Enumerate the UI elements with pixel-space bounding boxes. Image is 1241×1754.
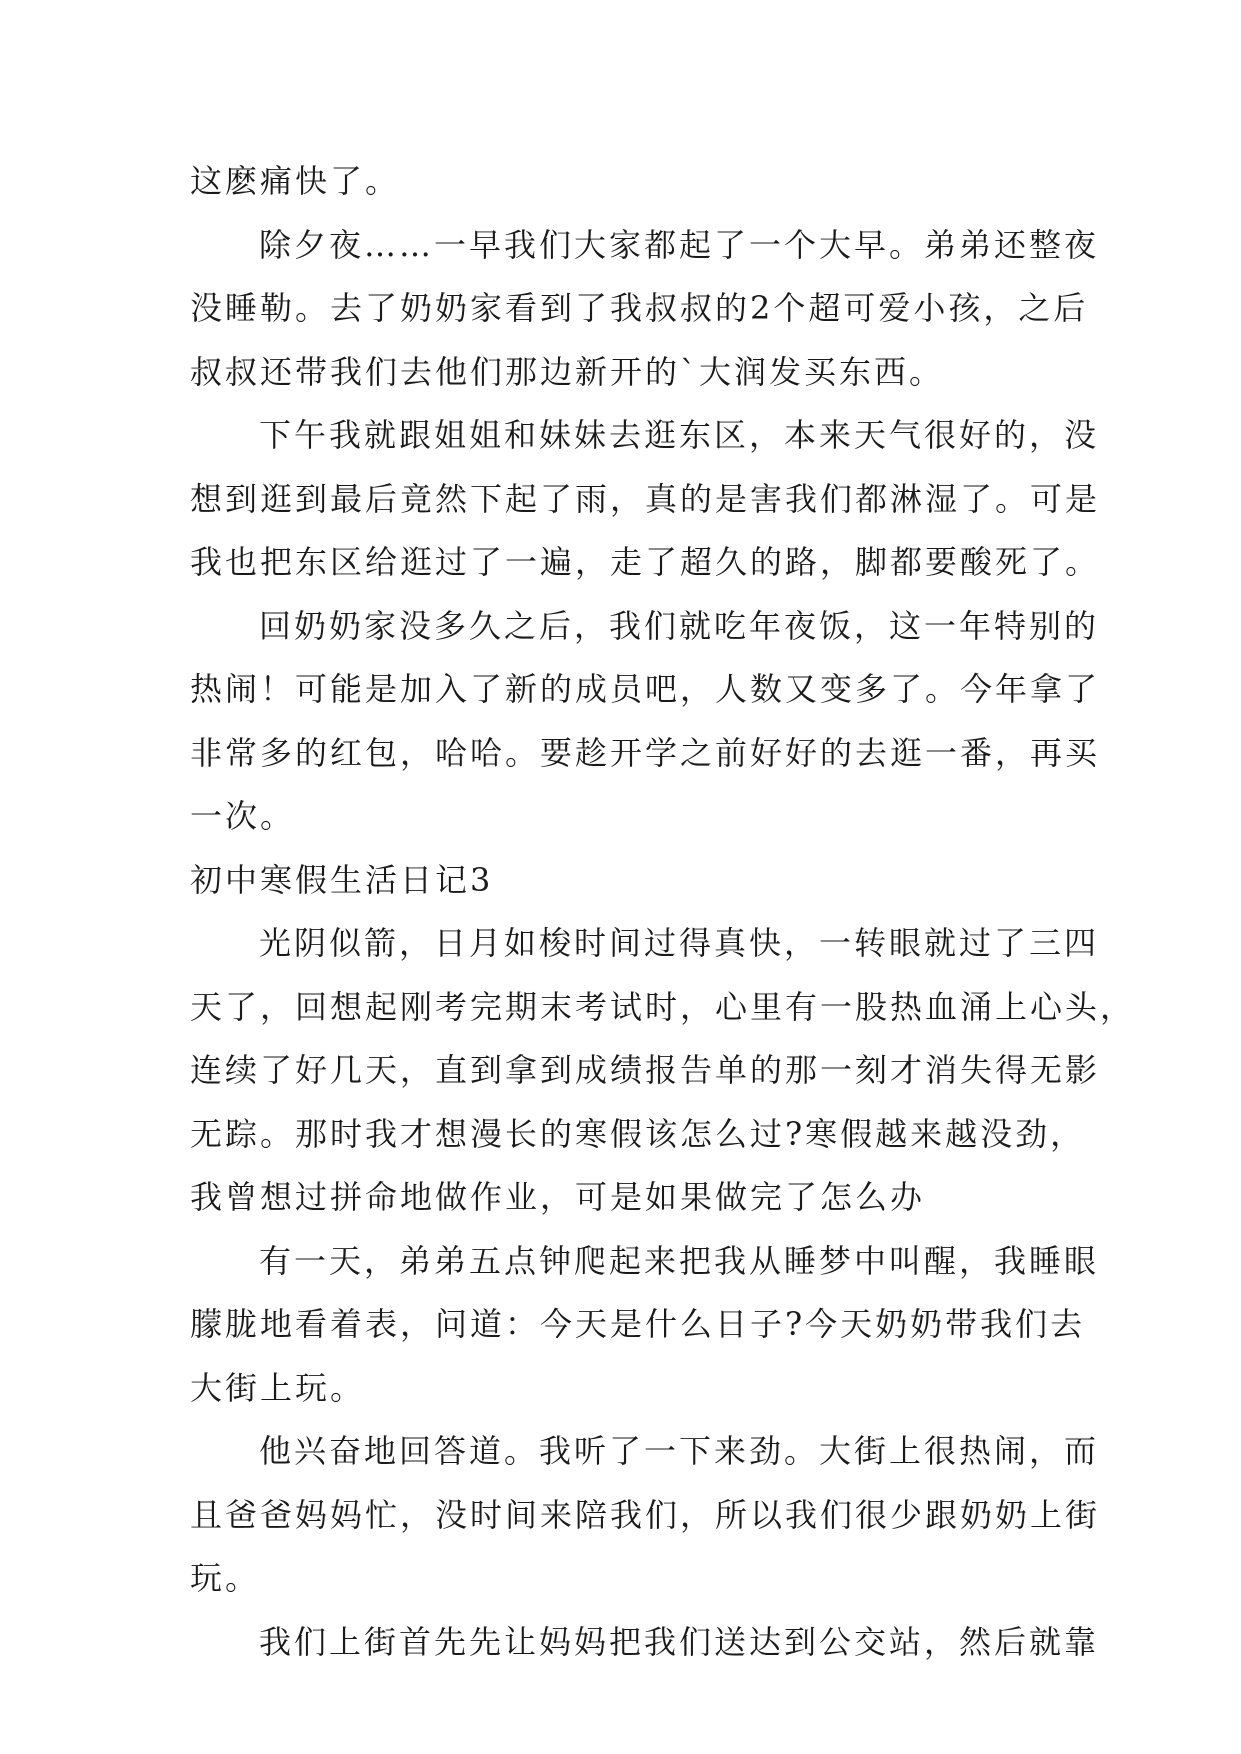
paragraph-start: 下午我就跟姐姐和妹妹去逛东区，本来天气很好的，没 — [259, 416, 1100, 454]
text-line: 无踪。那时我才想漫长的寒假该怎么过?寒假越来越没劲， — [190, 1114, 1086, 1153]
paragraph-start: 除夕夜……一早我们大家都起了一个大早。弟弟还整夜 — [259, 225, 1100, 264]
document-body — [190, 150, 1136, 1674]
text-line: 一次。 — [190, 797, 296, 835]
text-line: 想到逛到最后竟然下起了雨，真的是害我们都淋湿了。可是 — [190, 479, 1101, 518]
text-line: 热闹！可能是加入了新的成员吧，人数又变多了。今年拿了 — [190, 670, 1101, 708]
text-line: 这麽痛快了。 — [190, 162, 401, 200]
text-line: 且爸爸妈妈忙，没时间来陪我们，所以我们很少跟奶奶上街 — [190, 1495, 1101, 1534]
text-line: 叔叔还带我们去他们那边新开的`大润发买东西。 — [190, 352, 945, 391]
paragraph-start: 光阴似箭，日月如梭时间过得真快，一转眼就过了三四 — [259, 924, 1100, 962]
paragraph-start: 他兴奋地回答道。我听了一下来劲。大街上很热闹，而 — [259, 1432, 1100, 1470]
paragraph-start: 有一天，弟弟五点钟爬起来把我从睡梦中叫醒，我睡眼 — [259, 1241, 1100, 1280]
text-line: 我曾想过拼命地做作业，可是如果做完了怎么办 — [190, 1178, 926, 1216]
text-line: 朦胧地看着表，问道：今天是什么日子?今天奶奶带我们去 — [190, 1305, 1086, 1343]
paragraph-start: 我们上街首先先让妈妈把我们送达到公交站，然后就靠 — [259, 1622, 1100, 1661]
text-line: 天了，回想起刚考完期末考试时，心里有一股热血涌上心头， — [190, 987, 1136, 1026]
text-line: 非常多的红包，哈哈。要趁开学之前好好的去逛一番，再买 — [190, 733, 1101, 772]
section-title: 初中寒假生活日记3 — [190, 860, 494, 899]
text-line: 大街上玩。 — [190, 1368, 366, 1407]
text-line: 我也把东区给逛过了一遍，走了超久的路，脚都要酸死了。 — [190, 543, 1101, 581]
text-line: 没睡勒。去了奶奶家看到了我叔叔的2个超可爱小孩，之后 — [190, 289, 1089, 327]
paragraph-start: 回奶奶家没多久之后，我们就吃年夜饭，这一年特别的 — [259, 606, 1100, 645]
text-line: 玩。 — [190, 1559, 261, 1597]
text-line: 连续了好几天，直到拿到成绩报告单的那一刻才消失得无影 — [190, 1051, 1101, 1089]
